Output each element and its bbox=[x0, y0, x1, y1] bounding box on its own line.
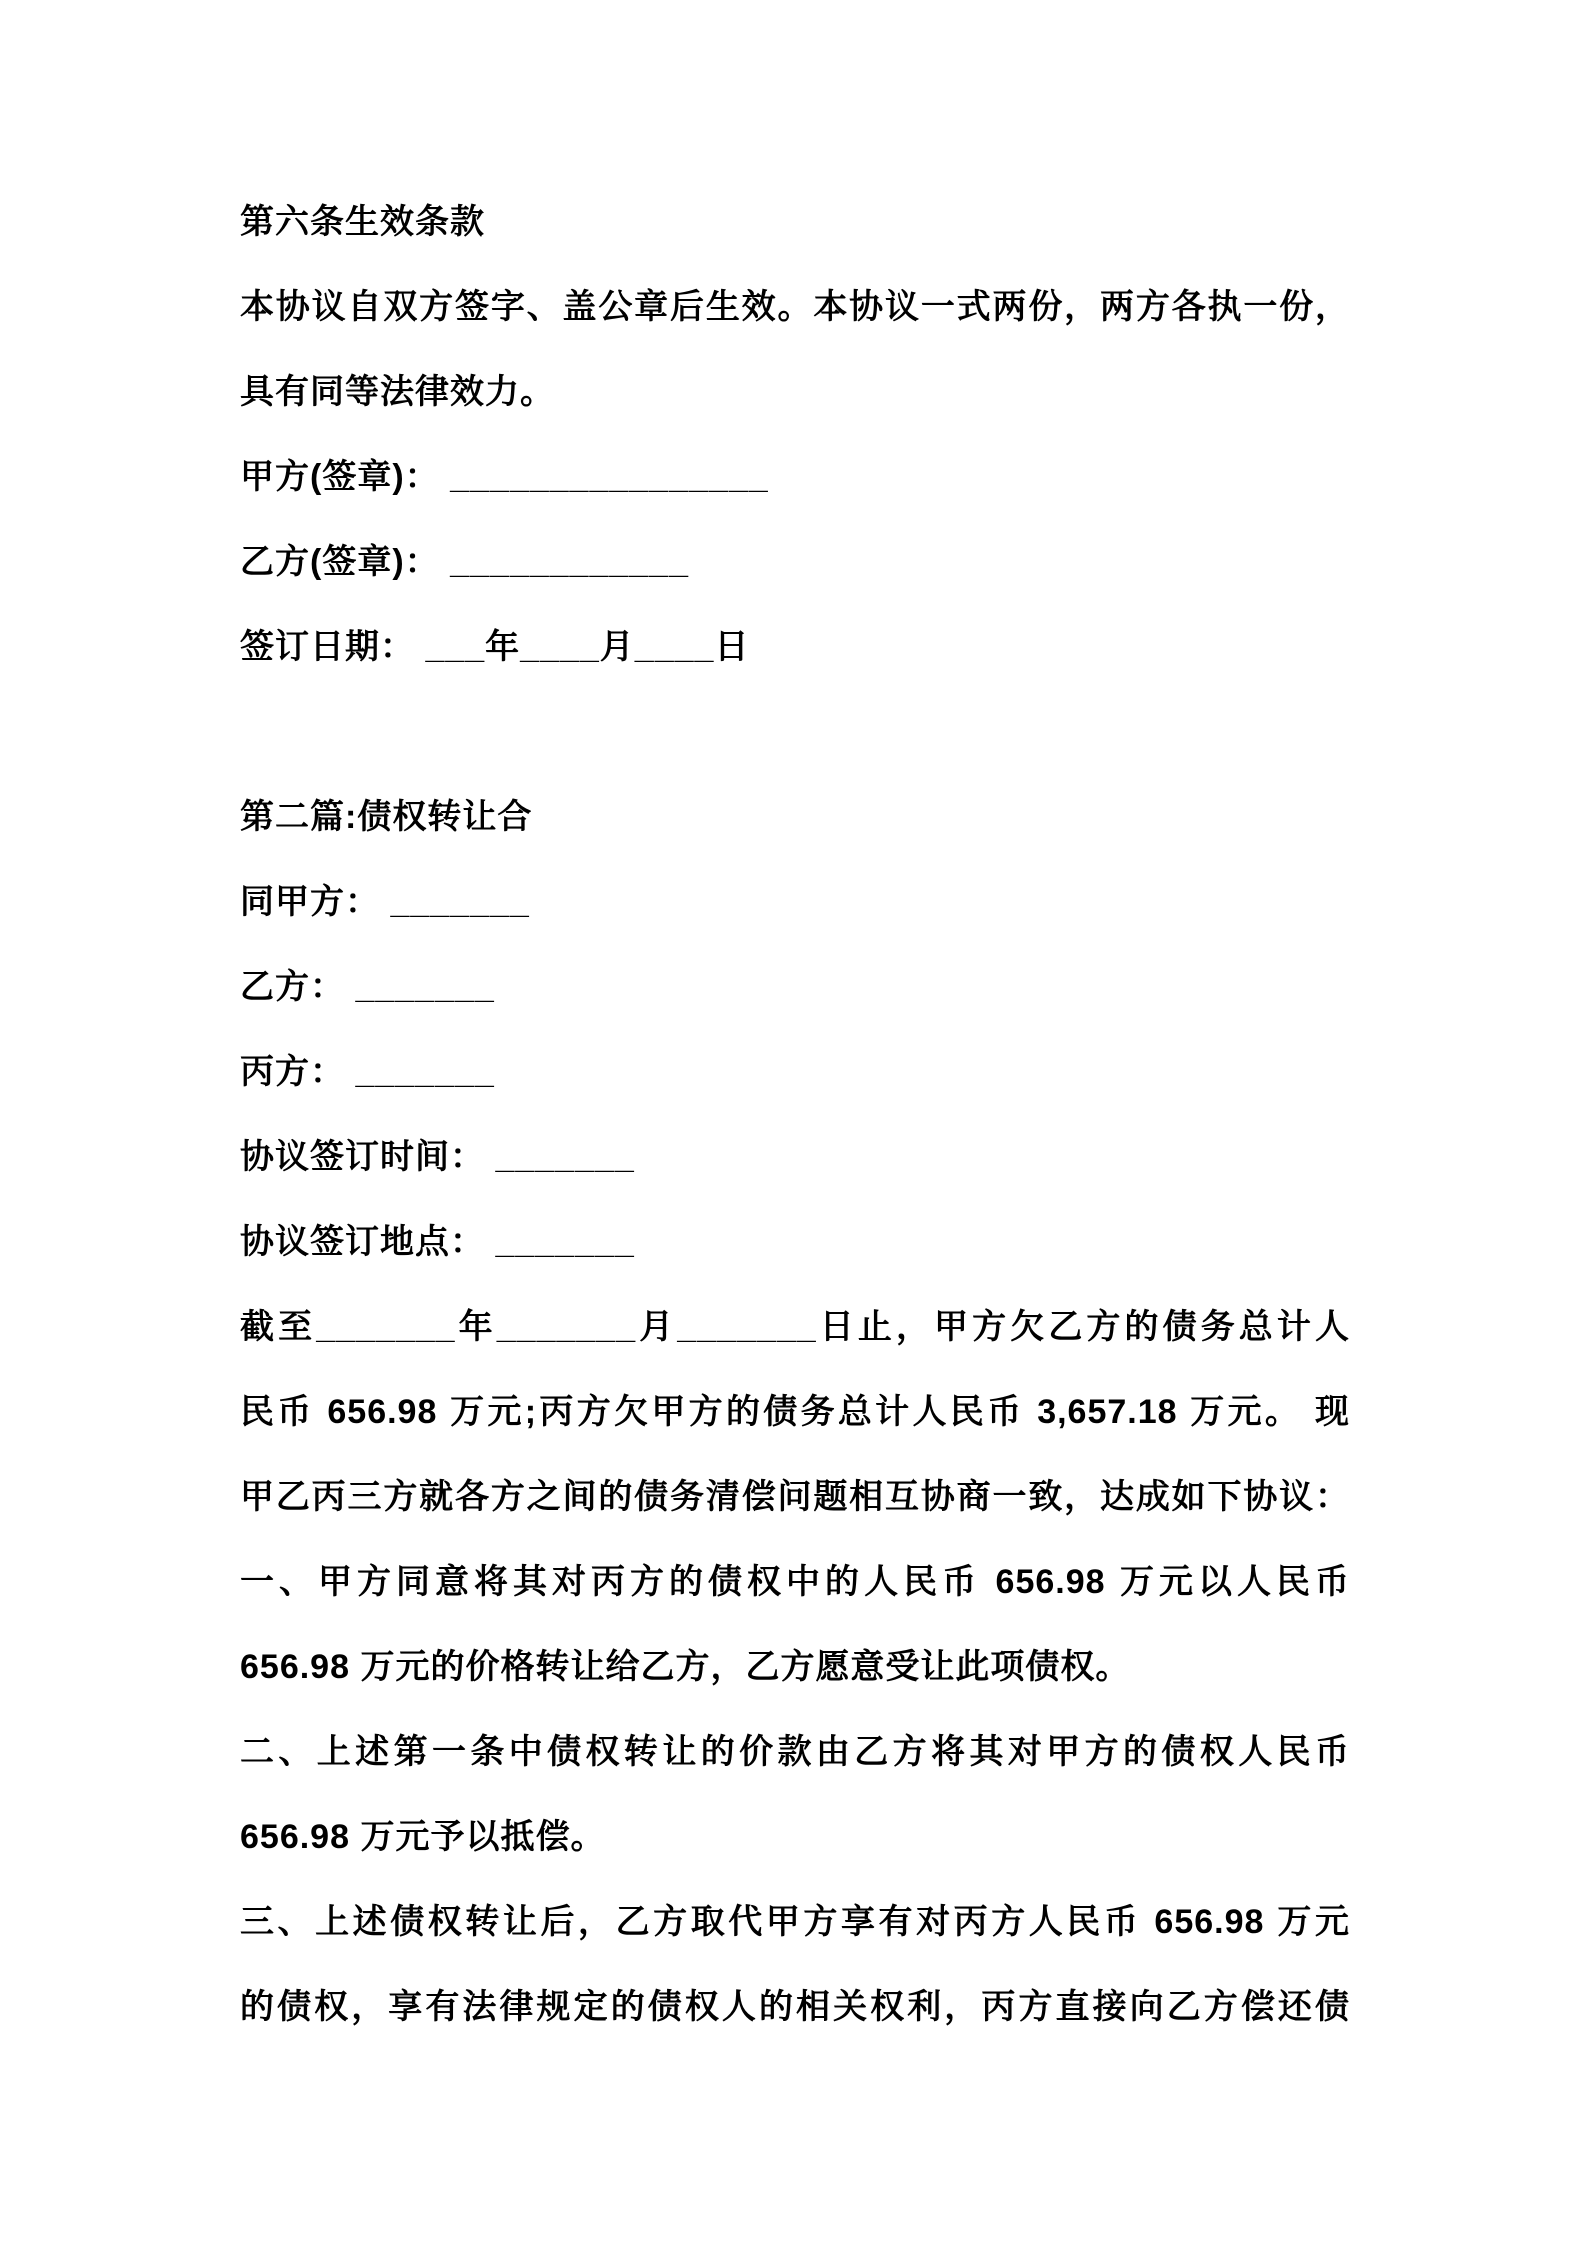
text-line: 截至_______年_______月_______日止，甲方欠乙方的债务总计人 bbox=[240, 1308, 1350, 1346]
text-line: 甲方(签章)： ________________ bbox=[240, 458, 769, 496]
text-line: 协议签订地点： _______ bbox=[240, 1223, 635, 1261]
text-line: 656.98 万元的价格转让给乙方，乙方愿意受让此项债权。 bbox=[240, 1648, 1131, 1686]
text-line: 甲乙丙三方就各方之间的债务清偿问题相互协商一致，达成如下协议： bbox=[240, 1478, 1350, 1516]
text-line: 的债权，享有法律规定的债权人的相关权利，丙方直接向乙方偿还债 bbox=[240, 1988, 1350, 2026]
text-line: 具有同等法律效力。 bbox=[240, 373, 555, 411]
text-line: 丙方： _______ bbox=[240, 1053, 495, 1091]
text-line: 协议签订时间： _______ bbox=[240, 1138, 635, 1176]
text-line: 656.98 万元予以抵偿。 bbox=[240, 1818, 606, 1856]
text-line: 二、上述第一条中债权转让的价款由乙方将其对甲方的债权人民币 bbox=[240, 1733, 1350, 1771]
text-line bbox=[240, 690, 1350, 775]
text-line: 第六条生效条款 bbox=[240, 203, 485, 241]
text-line: 乙方(签章)： ____________ bbox=[240, 543, 690, 581]
text-line: 第二篇:债权转让合 bbox=[240, 798, 533, 836]
text-line: 签订日期： ___年____月____日 bbox=[240, 628, 750, 666]
text-line: 民币 656.98 万元;丙方欠甲方的债务总计人民币 3,657.18 万元。 现 bbox=[240, 1393, 1350, 1431]
text-line: 乙方： _______ bbox=[240, 968, 495, 1006]
text-line: 本协议自双方签字、盖公章后生效。本协议一式两份，两方各执一份， bbox=[240, 288, 1350, 326]
text-line: 一、甲方同意将其对丙方的债权中的人民币 656.98 万元以人民币 bbox=[240, 1563, 1350, 1601]
text-line: 三、上述债权转让后，乙方取代甲方享有对丙方人民币 656.98 万元 bbox=[240, 1903, 1350, 1941]
document-body bbox=[240, 180, 1350, 2050]
text-line: 同甲方： _______ bbox=[240, 883, 530, 921]
